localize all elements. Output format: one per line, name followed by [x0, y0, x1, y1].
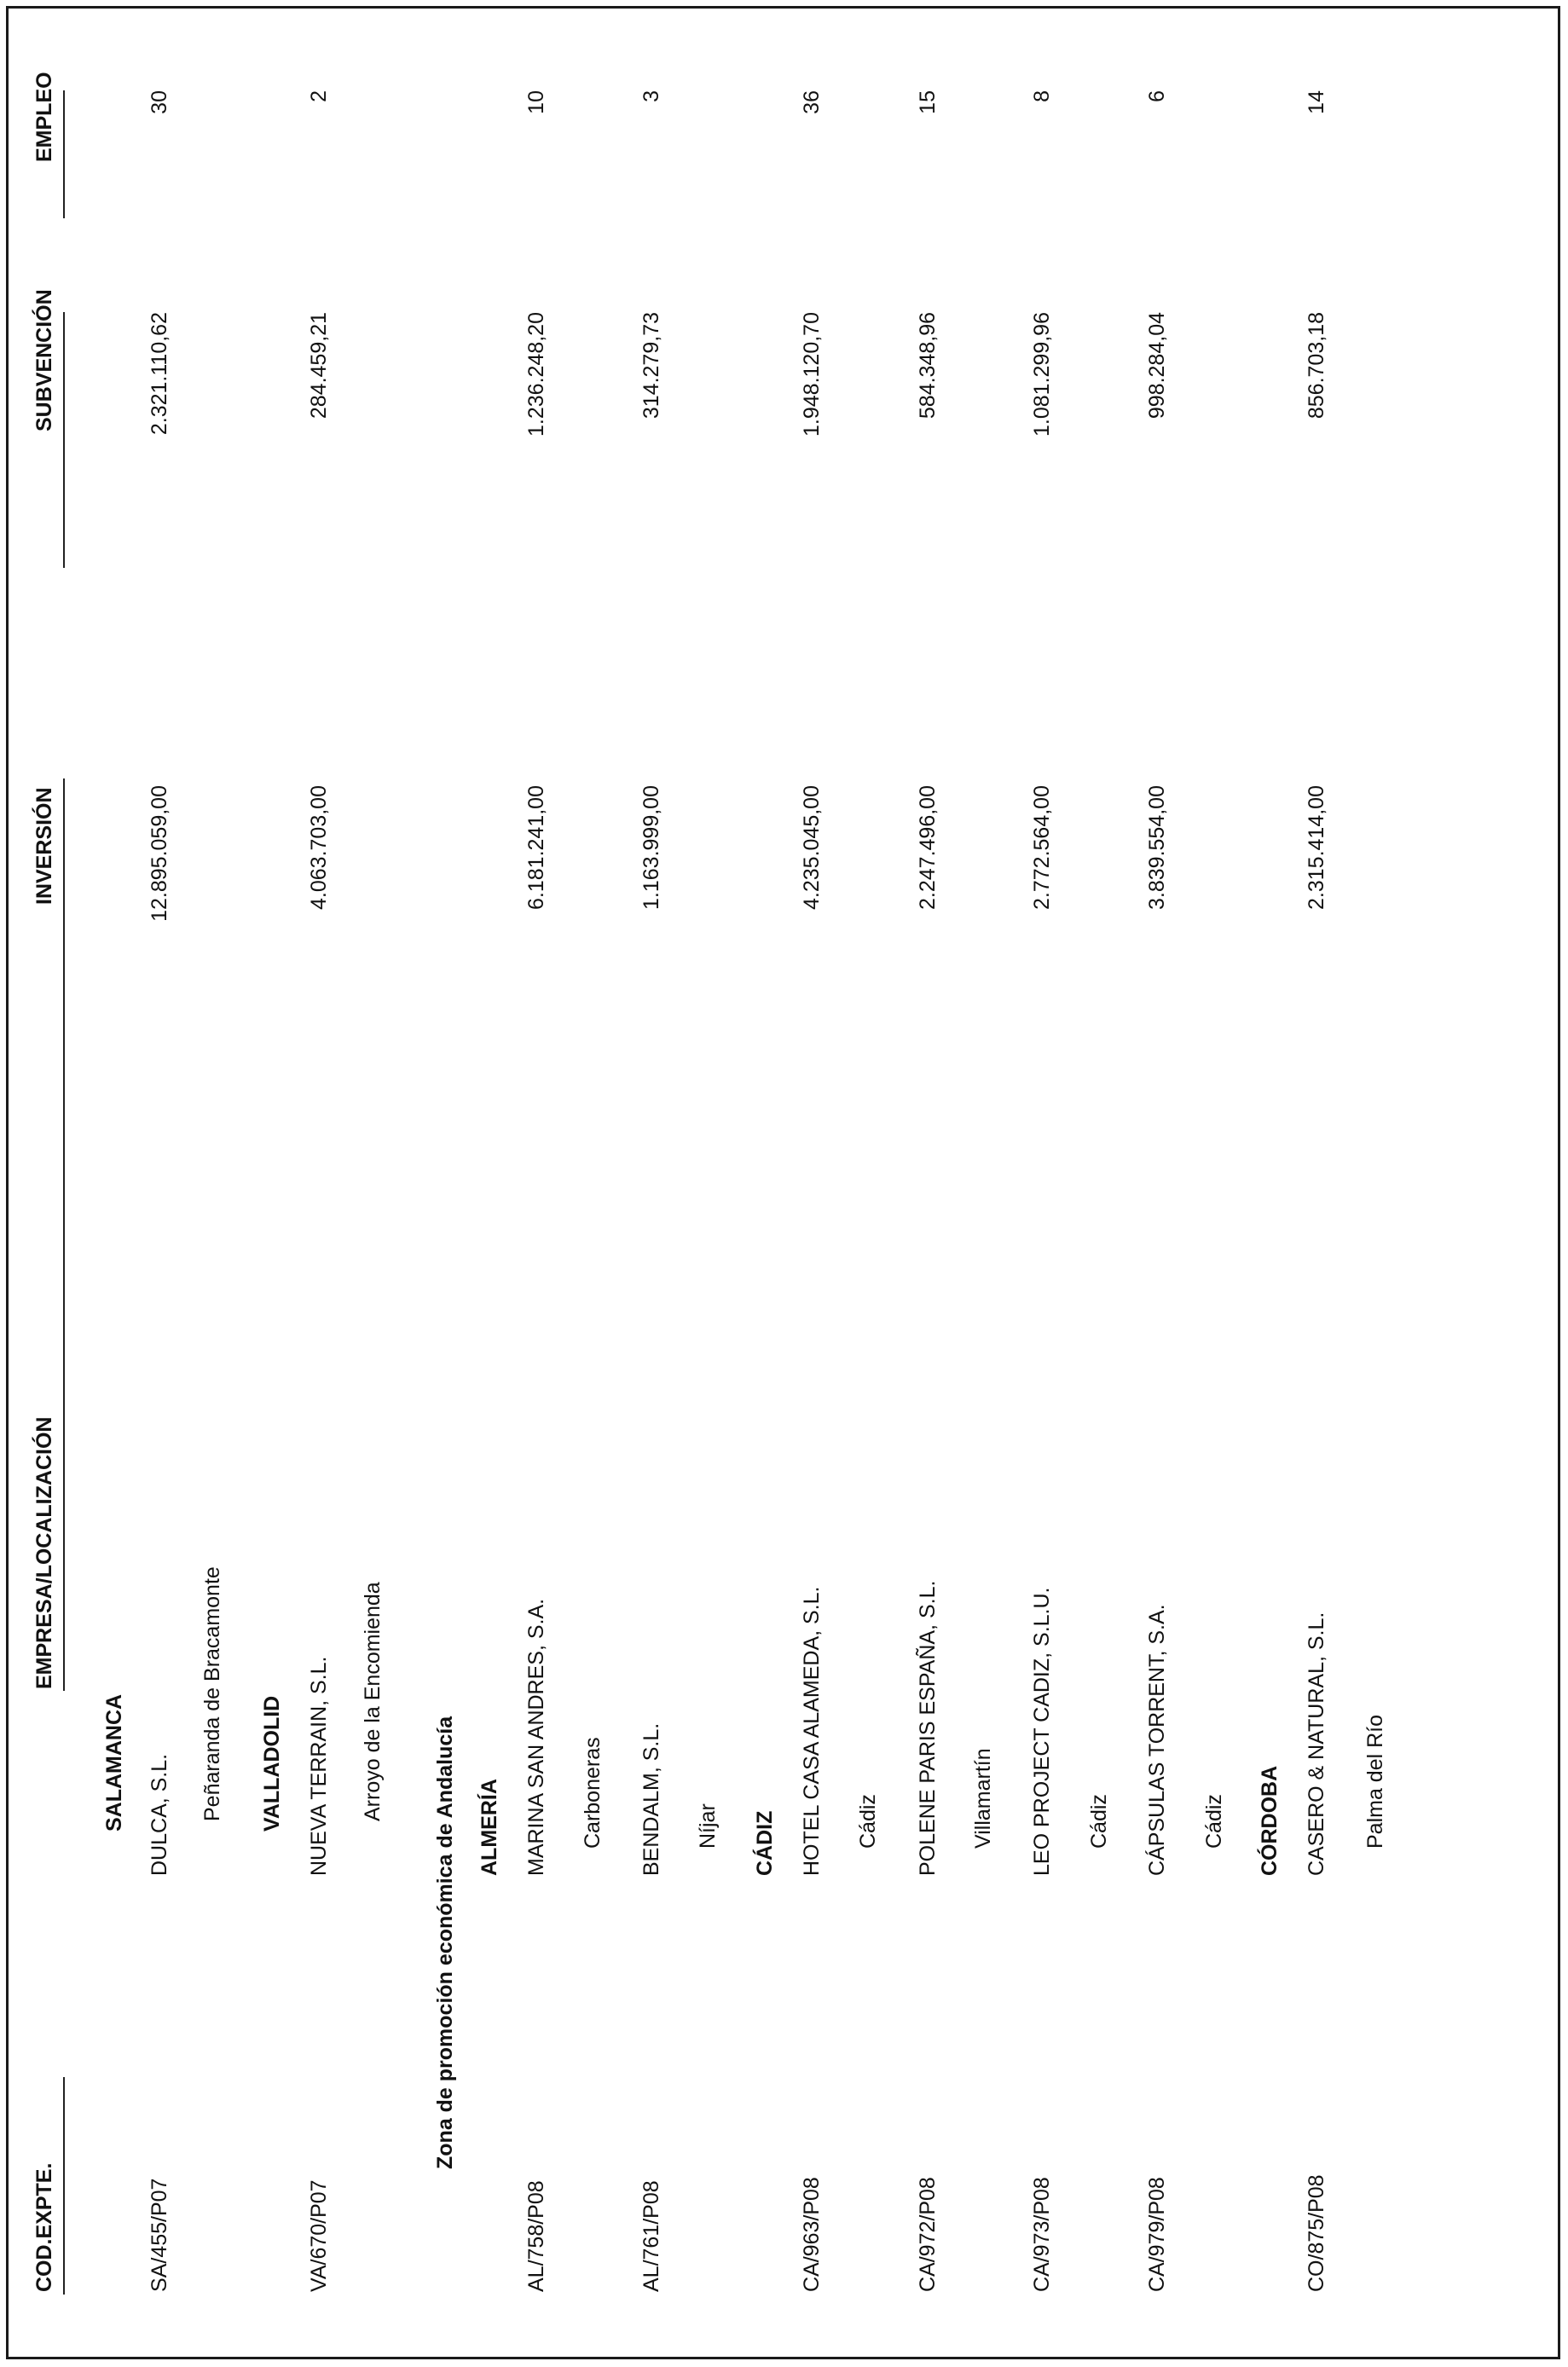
row-inversion: 6.181.241,00 [524, 785, 548, 910]
row-empresa: DULCA, S.L. [148, 1753, 171, 1876]
row-empresa: MARINA SAN ANDRES, S.A. [524, 1598, 548, 1876]
row-localizacion: Carboneras [581, 1737, 605, 1849]
row-cod: CA/979/P08 [1145, 2177, 1169, 2292]
province-salamanca: SALAMANCA [102, 1693, 126, 1832]
row-empleo: 15 [916, 90, 940, 114]
header-cod: COD.EXPTE. [32, 2162, 56, 2292]
row-inversion: 2.315.414,00 [1305, 785, 1328, 910]
row-empleo: 2 [307, 90, 331, 102]
row-empresa: LEO PROJECT CADIZ, S.L.U. [1030, 1587, 1054, 1876]
row-empleo: 6 [1145, 90, 1169, 102]
row-empleo: 14 [1305, 90, 1328, 114]
row-subvencion: 856.703,18 [1305, 312, 1328, 420]
row-cod: CA/963/P08 [800, 2177, 824, 2292]
row-empleo: 30 [148, 90, 171, 114]
header-empleo: EMPLEO [32, 72, 56, 162]
row-cod: VA/670/P07 [307, 2179, 331, 2292]
row-subvencion: 284.459,21 [307, 312, 331, 420]
row-empresa: CÁPSULAS TORRENT, S.A. [1145, 1604, 1169, 1876]
row-subvencion: 998.284,04 [1145, 312, 1169, 420]
row-subvencion: 314.279,73 [639, 312, 663, 420]
row-inversion: 12.895.059,00 [148, 785, 171, 922]
row-localizacion: Peñaranda de Bracamonte [200, 1566, 224, 1821]
row-inversion: 4.235.045,00 [800, 785, 824, 910]
header-inversion: INVERSIÓN [32, 787, 56, 905]
row-empleo: 3 [639, 90, 663, 102]
row-empleo: 8 [1030, 90, 1054, 102]
header-empleo-underline [63, 90, 65, 218]
row-cod: AL/758/P08 [524, 2180, 548, 2292]
row-localizacion: Villamartín [971, 1748, 995, 1849]
header-subvencion: SUBVENCIÓN [32, 289, 56, 431]
province-cadiz: CÁDIZ [753, 1810, 777, 1876]
header-empresa-underline [63, 778, 65, 1691]
row-empresa: CASERO & NATURAL, S.L. [1305, 1612, 1328, 1876]
row-subvencion: 1.948.120,70 [800, 312, 824, 437]
row-cod: CA/972/P08 [916, 2177, 940, 2292]
header-empresa: EMPRESA/LOCALIZACIÓN [32, 1416, 56, 1689]
row-empresa: HOTEL CASA ALAMEDA, S.L. [800, 1586, 824, 1876]
header-inversion-underline [63, 785, 65, 913]
province-cordoba: CÓRDOBA [1258, 1765, 1282, 1876]
row-empresa: NUEVA TERRAIN, S.L. [307, 1656, 331, 1876]
row-subvencion: 584.348,96 [916, 312, 940, 420]
zone-title: Zona de promoción económica de Andalucía [433, 1716, 457, 2169]
header-subvencion-underline [63, 312, 65, 568]
row-subvencion: 2.321.110,62 [148, 312, 171, 436]
row-localizacion: Cádiz [856, 1794, 880, 1849]
row-inversion: 2.247.496,00 [916, 785, 940, 910]
row-localizacion: Cádiz [1087, 1794, 1111, 1849]
row-inversion: 1.163.999,00 [639, 785, 663, 910]
row-localizacion: Palma del Río [1363, 1714, 1387, 1849]
row-inversion: 3.839.554,00 [1145, 785, 1169, 910]
province-almeria: ALMERÍA [477, 1779, 501, 1876]
row-cod: SA/455/P07 [148, 2178, 171, 2292]
row-subvencion: 1.081.299,96 [1030, 312, 1054, 437]
row-inversion: 4.063.703,00 [307, 785, 331, 910]
row-empresa: POLENE PARIS ESPAÑA, S.L. [916, 1580, 940, 1876]
header-cod-underline [63, 2077, 65, 2295]
row-empleo: 36 [800, 90, 824, 114]
row-localizacion: Níjar [696, 1803, 720, 1849]
row-empleo: 10 [524, 90, 548, 114]
row-subvencion: 1.236.248,20 [524, 312, 548, 437]
row-inversion: 2.772.564,00 [1030, 785, 1054, 910]
province-valladolid: VALLADOLID [260, 1695, 284, 1832]
row-cod: CO/875/P08 [1305, 2174, 1328, 2292]
row-localizacion: Cádiz [1202, 1794, 1226, 1849]
row-localizacion: Arroyo de la Encomienda [361, 1582, 385, 1821]
row-cod: AL/761/P08 [639, 2180, 663, 2292]
row-cod: CA/973/P08 [1030, 2177, 1054, 2292]
row-empresa: BENDALM, S.L. [639, 1722, 663, 1876]
